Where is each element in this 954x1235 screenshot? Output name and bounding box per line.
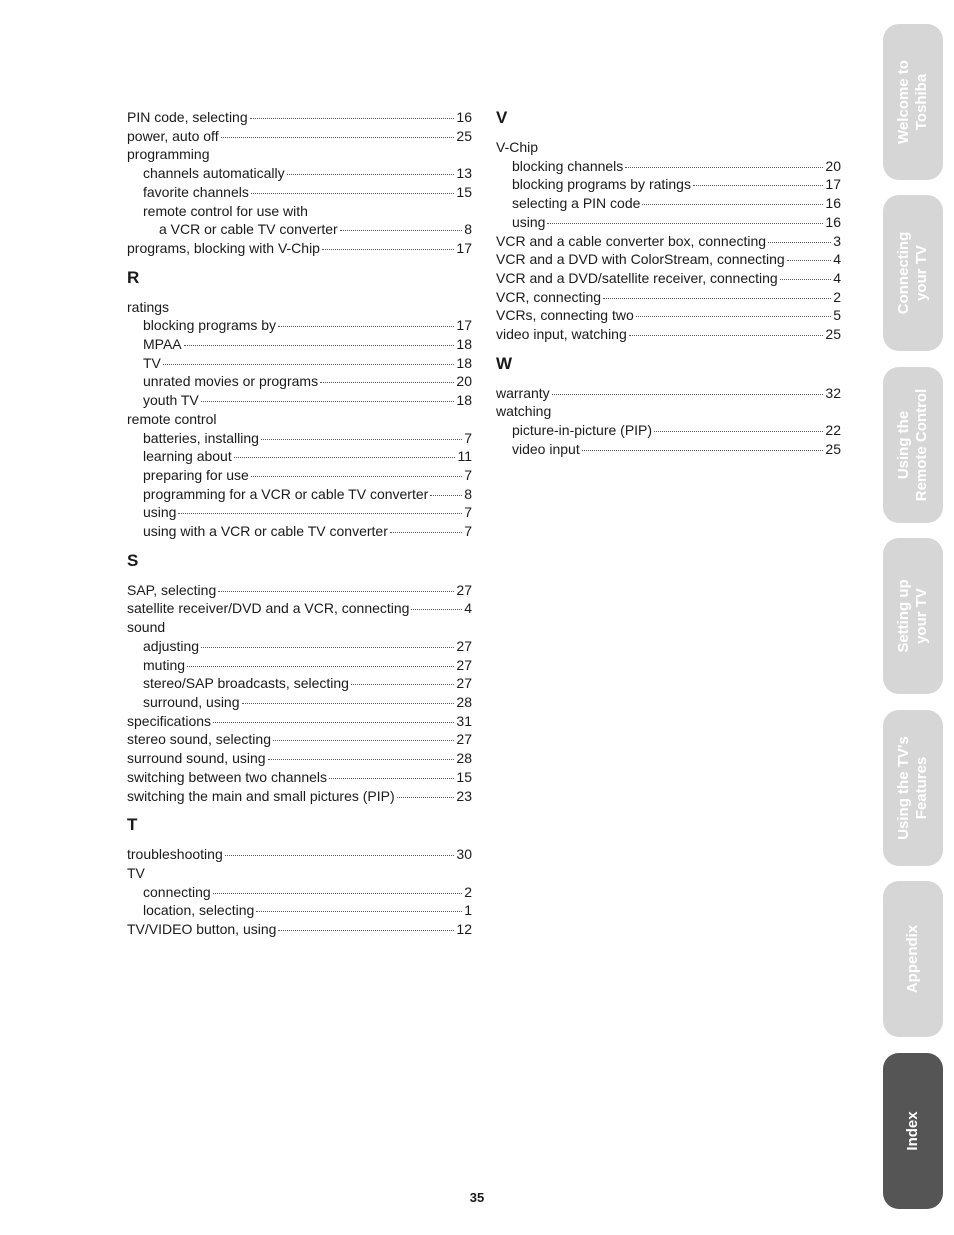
index-entry-text: power, auto off	[127, 127, 219, 144]
section-tab-label: Welcome to Toshiba	[895, 60, 930, 144]
index-entry-page: 4	[833, 251, 841, 268]
index-entry	[127, 183, 472, 202]
index-entry	[127, 712, 472, 731]
index-entry-text: warranty	[496, 384, 550, 401]
index-entry	[127, 656, 472, 675]
index-entry-text: stereo/SAP broadcasts, selecting	[143, 675, 349, 692]
dot-leader	[201, 647, 454, 648]
section-tab[interactable]	[883, 367, 943, 523]
section-tab-label: Using the Remote Control	[895, 388, 930, 502]
index-entry	[127, 239, 472, 258]
dot-leader	[268, 759, 455, 760]
index-entry-page: 28	[456, 693, 472, 710]
section-tab[interactable]	[883, 1053, 943, 1209]
index-entry-text: VCR and a DVD/satellite receiver, connecting	[496, 269, 778, 286]
index-entry-page: 2	[833, 288, 841, 305]
index-entry-page: 1	[464, 902, 472, 919]
index-entry-text: programming for a VCR or cable TV converter	[143, 485, 429, 502]
index-entry	[127, 768, 472, 787]
index-entry-page: 12	[456, 921, 472, 938]
dot-leader	[187, 666, 454, 667]
dot-leader	[430, 495, 462, 496]
index-entry-page: 13	[456, 165, 472, 182]
index-entry-page: 18	[456, 336, 472, 353]
index-entry-text: stereo sound, selecting	[127, 731, 271, 748]
index-entry-text: using	[512, 213, 546, 230]
section-tab-label: Setting up your TV	[895, 579, 930, 653]
index-entry	[127, 372, 472, 391]
dot-leader	[547, 223, 823, 224]
index-entry	[127, 485, 472, 504]
dot-leader	[320, 382, 454, 383]
index-entry	[127, 202, 472, 221]
dot-leader	[329, 778, 454, 779]
dot-leader	[636, 316, 831, 317]
index-entry	[127, 316, 472, 335]
index-entry	[127, 599, 472, 618]
dot-leader	[256, 911, 462, 912]
index-entry-page: 16	[825, 195, 841, 212]
section-tab[interactable]	[883, 881, 943, 1037]
section-tab[interactable]	[883, 538, 943, 694]
index-entry-text: batteries, installing	[143, 429, 259, 446]
index-entry-page: 27	[456, 731, 472, 748]
index-entry	[496, 194, 841, 213]
index-entry-page: 23	[456, 787, 472, 804]
index-entry-page: 25	[456, 127, 472, 144]
section-tab[interactable]	[883, 195, 943, 351]
index-entry-text: VCR and a cable converter box, connecting	[496, 232, 767, 249]
dot-leader	[278, 326, 454, 327]
index-entry-text: PIN code, selecting	[127, 109, 248, 125]
index-entry	[127, 220, 472, 239]
index-entry-text: SAP, selecting	[127, 581, 217, 598]
dot-leader	[242, 703, 455, 704]
index-entry-page: 7	[464, 523, 472, 540]
dot-leader	[552, 394, 824, 395]
index-entry	[127, 503, 472, 522]
index-entry	[127, 164, 472, 183]
index-entry-text: using with a VCR or cable TV converter	[143, 523, 388, 540]
index-entry-page: 28	[456, 750, 472, 767]
index-entry	[127, 864, 472, 883]
index-entry	[127, 410, 472, 429]
index-letter-heading: V	[496, 108, 508, 127]
index-letter-heading: T	[127, 815, 138, 835]
dot-leader	[273, 740, 454, 741]
dot-leader	[184, 345, 455, 346]
dot-leader	[234, 457, 456, 458]
index-entry	[496, 250, 841, 269]
dot-leader	[287, 174, 455, 175]
index-entry-text: surround, using	[143, 693, 240, 710]
index-entry-text: switching between two channels	[127, 768, 328, 785]
index-column-right	[496, 108, 841, 459]
index-entry-text: blocking programs by	[143, 317, 277, 334]
index-entry	[127, 108, 472, 127]
dot-leader	[411, 609, 462, 610]
index-entry-text: muting	[143, 656, 186, 673]
index-entry-page: 27	[456, 581, 472, 598]
index-entry	[496, 402, 841, 421]
index-entry	[496, 384, 841, 403]
index-entry-text: surround sound, using	[127, 750, 266, 767]
index-entry	[496, 213, 841, 232]
index-entry-text: selecting a PIN code	[512, 195, 641, 212]
index-entry-text: preparing for use	[143, 466, 249, 483]
index-entry-page: 17	[456, 317, 472, 334]
index-entry-text: VCRs, connecting two	[496, 307, 634, 324]
index-column-left	[127, 108, 472, 939]
dot-leader	[178, 513, 462, 514]
index-entry	[127, 335, 472, 354]
index-entry-text: picture-in-picture (PIP)	[512, 422, 653, 439]
index-entry-page: 18	[456, 354, 472, 371]
index-entry-text: a VCR or cable TV converter	[159, 221, 338, 238]
index-entry-page: 7	[464, 504, 472, 521]
dot-leader	[221, 137, 455, 138]
index-entry-page: 30	[456, 846, 472, 863]
index-entry	[496, 325, 841, 344]
index-entry	[127, 447, 472, 466]
index-entry-page: 7	[464, 466, 472, 483]
index-entry	[127, 845, 472, 864]
index-entry	[496, 306, 841, 325]
index-entry-text: favorite channels	[143, 183, 249, 200]
index-entry-page: 31	[456, 712, 472, 729]
index-entry	[496, 269, 841, 288]
index-entry-page: 8	[464, 485, 472, 502]
dot-leader	[603, 298, 831, 299]
index-entry	[496, 288, 841, 307]
dot-leader	[251, 193, 455, 194]
index-entry-text: youth TV	[143, 392, 199, 409]
index-entry-page: 18	[456, 392, 472, 409]
dot-leader	[582, 450, 824, 451]
dot-leader	[787, 260, 832, 261]
dot-leader	[351, 684, 454, 685]
index-entry-text: switching the main and small pictures (PIP)	[127, 787, 395, 804]
index-entry	[127, 730, 472, 749]
index-entry-text: using	[143, 504, 177, 521]
index-entry-page: 22	[825, 422, 841, 439]
index-entry-text: connecting	[143, 883, 211, 900]
section-tab-label: Using the TV's Features	[895, 736, 930, 840]
index-entry	[127, 354, 472, 373]
index-entry-page: 25	[825, 440, 841, 457]
index-entry-text: satellite receiver/DVD and a VCR, connecting	[127, 600, 410, 617]
dot-leader	[768, 242, 831, 243]
index-letter-heading: S	[127, 550, 139, 570]
dot-leader	[261, 439, 462, 440]
index-entry-page: 4	[833, 269, 841, 286]
dot-leader	[225, 855, 455, 856]
index-entry-text: TV/VIDEO button, using	[127, 921, 277, 938]
index-entry	[127, 391, 472, 410]
dot-leader	[218, 591, 454, 592]
index-entry-text: unrated movies or programs	[143, 373, 319, 390]
index-entry-page: 8	[464, 221, 472, 238]
index-entry	[496, 175, 841, 194]
index-entry	[127, 920, 472, 939]
index-letter-heading: R	[127, 267, 140, 287]
dot-leader	[251, 476, 462, 477]
index-entry	[127, 127, 472, 146]
dot-leader	[201, 401, 455, 402]
index-entry	[127, 581, 472, 600]
dot-leader	[340, 230, 462, 231]
index-entry	[496, 138, 841, 157]
index-entry-text: blocking channels	[512, 157, 624, 174]
index-entry	[127, 145, 472, 164]
index-entry-text: remote control for use with	[143, 202, 308, 219]
dot-leader	[213, 893, 462, 894]
index-entry-page: 17	[456, 239, 472, 256]
dot-leader	[213, 722, 454, 723]
index-entry-page: 15	[456, 768, 472, 785]
index-entry-text: MPAA	[143, 336, 182, 353]
index-entry-text: adjusting	[143, 637, 200, 654]
dot-leader	[629, 335, 824, 336]
index-entry	[496, 232, 841, 251]
index-entry-page: 16	[456, 109, 472, 125]
index-entry-page: 11	[457, 448, 472, 465]
index-entry	[496, 157, 841, 176]
section-tab[interactable]	[883, 24, 943, 180]
index-entry-text: VCR and a DVD with ColorStream, connecting	[496, 251, 785, 268]
index-letter-heading: W	[496, 353, 513, 373]
index-entry-page: 16	[825, 213, 841, 230]
page-number: 35	[469, 1190, 485, 1205]
index-entry-text: troubleshooting	[127, 846, 223, 863]
index-entry-page: 3	[833, 232, 841, 249]
dot-leader	[390, 532, 462, 533]
index-entry-page: 32	[825, 384, 841, 401]
index-entry	[496, 440, 841, 459]
index-entry	[127, 674, 472, 693]
index-entry	[127, 298, 472, 317]
dot-leader	[642, 204, 823, 205]
dot-leader	[693, 185, 823, 186]
dot-leader	[322, 249, 454, 250]
dot-leader	[163, 364, 455, 365]
index-entry-text: programs, blocking with V-Chip	[127, 239, 320, 256]
index-entry	[127, 901, 472, 920]
index-entry-text: watching	[496, 403, 552, 420]
index-entry-page: 20	[825, 157, 841, 174]
index-entry-page: 17	[825, 176, 841, 193]
index-entry-text: V-Chip	[496, 139, 539, 155]
index-entry-text: TV	[143, 354, 161, 371]
index-entry-text: video input, watching	[496, 326, 627, 343]
index-entry	[127, 883, 472, 902]
index-entry-page: 25	[825, 326, 841, 343]
index-entry-page: 27	[456, 656, 472, 673]
section-tab-label: Appendix	[904, 924, 921, 994]
index-entry-text: video input	[512, 440, 580, 457]
index-entry-text: VCR, connecting	[496, 288, 602, 305]
dot-leader	[250, 118, 455, 119]
index-entry-page: 20	[456, 373, 472, 390]
index-entry-text: blocking programs by ratings	[512, 176, 691, 193]
dot-leader	[654, 431, 823, 432]
index-entry	[127, 693, 472, 712]
index-entry-page: 7	[464, 429, 472, 446]
index-entry-page: 27	[456, 637, 472, 654]
index-entry	[496, 421, 841, 440]
index-entry-text: remote control	[127, 410, 217, 427]
index-entry-page: 5	[833, 307, 841, 324]
dot-leader	[397, 797, 455, 798]
index-entry-text: TV	[127, 864, 145, 881]
dot-leader	[625, 167, 823, 168]
index-entry-text: sound	[127, 619, 166, 636]
index-entry-text: location, selecting	[143, 902, 255, 919]
dot-leader	[780, 279, 832, 280]
index-entry-text: programming	[127, 146, 210, 163]
index-entry-text: channels automatically	[143, 165, 285, 182]
section-tab-label: Index	[904, 1111, 921, 1151]
index-entry	[127, 522, 472, 541]
index-entry-page: 27	[456, 675, 472, 692]
section-tab-label: Connecting your TV	[895, 231, 930, 315]
index-entry	[127, 637, 472, 656]
index-entry	[127, 749, 472, 768]
index-entry	[127, 787, 472, 806]
index-entry-page: 2	[464, 883, 472, 900]
section-tab[interactable]	[883, 710, 943, 866]
index-entry	[127, 618, 472, 637]
index-entry-text: specifications	[127, 712, 212, 729]
index-entry-text: ratings	[127, 298, 170, 315]
index-entry	[127, 466, 472, 485]
index-entry-page: 4	[464, 600, 472, 617]
index-entry	[127, 429, 472, 448]
dot-leader	[278, 930, 454, 931]
index-entry-text: learning about	[143, 448, 232, 465]
index-entry-page: 15	[456, 183, 472, 200]
